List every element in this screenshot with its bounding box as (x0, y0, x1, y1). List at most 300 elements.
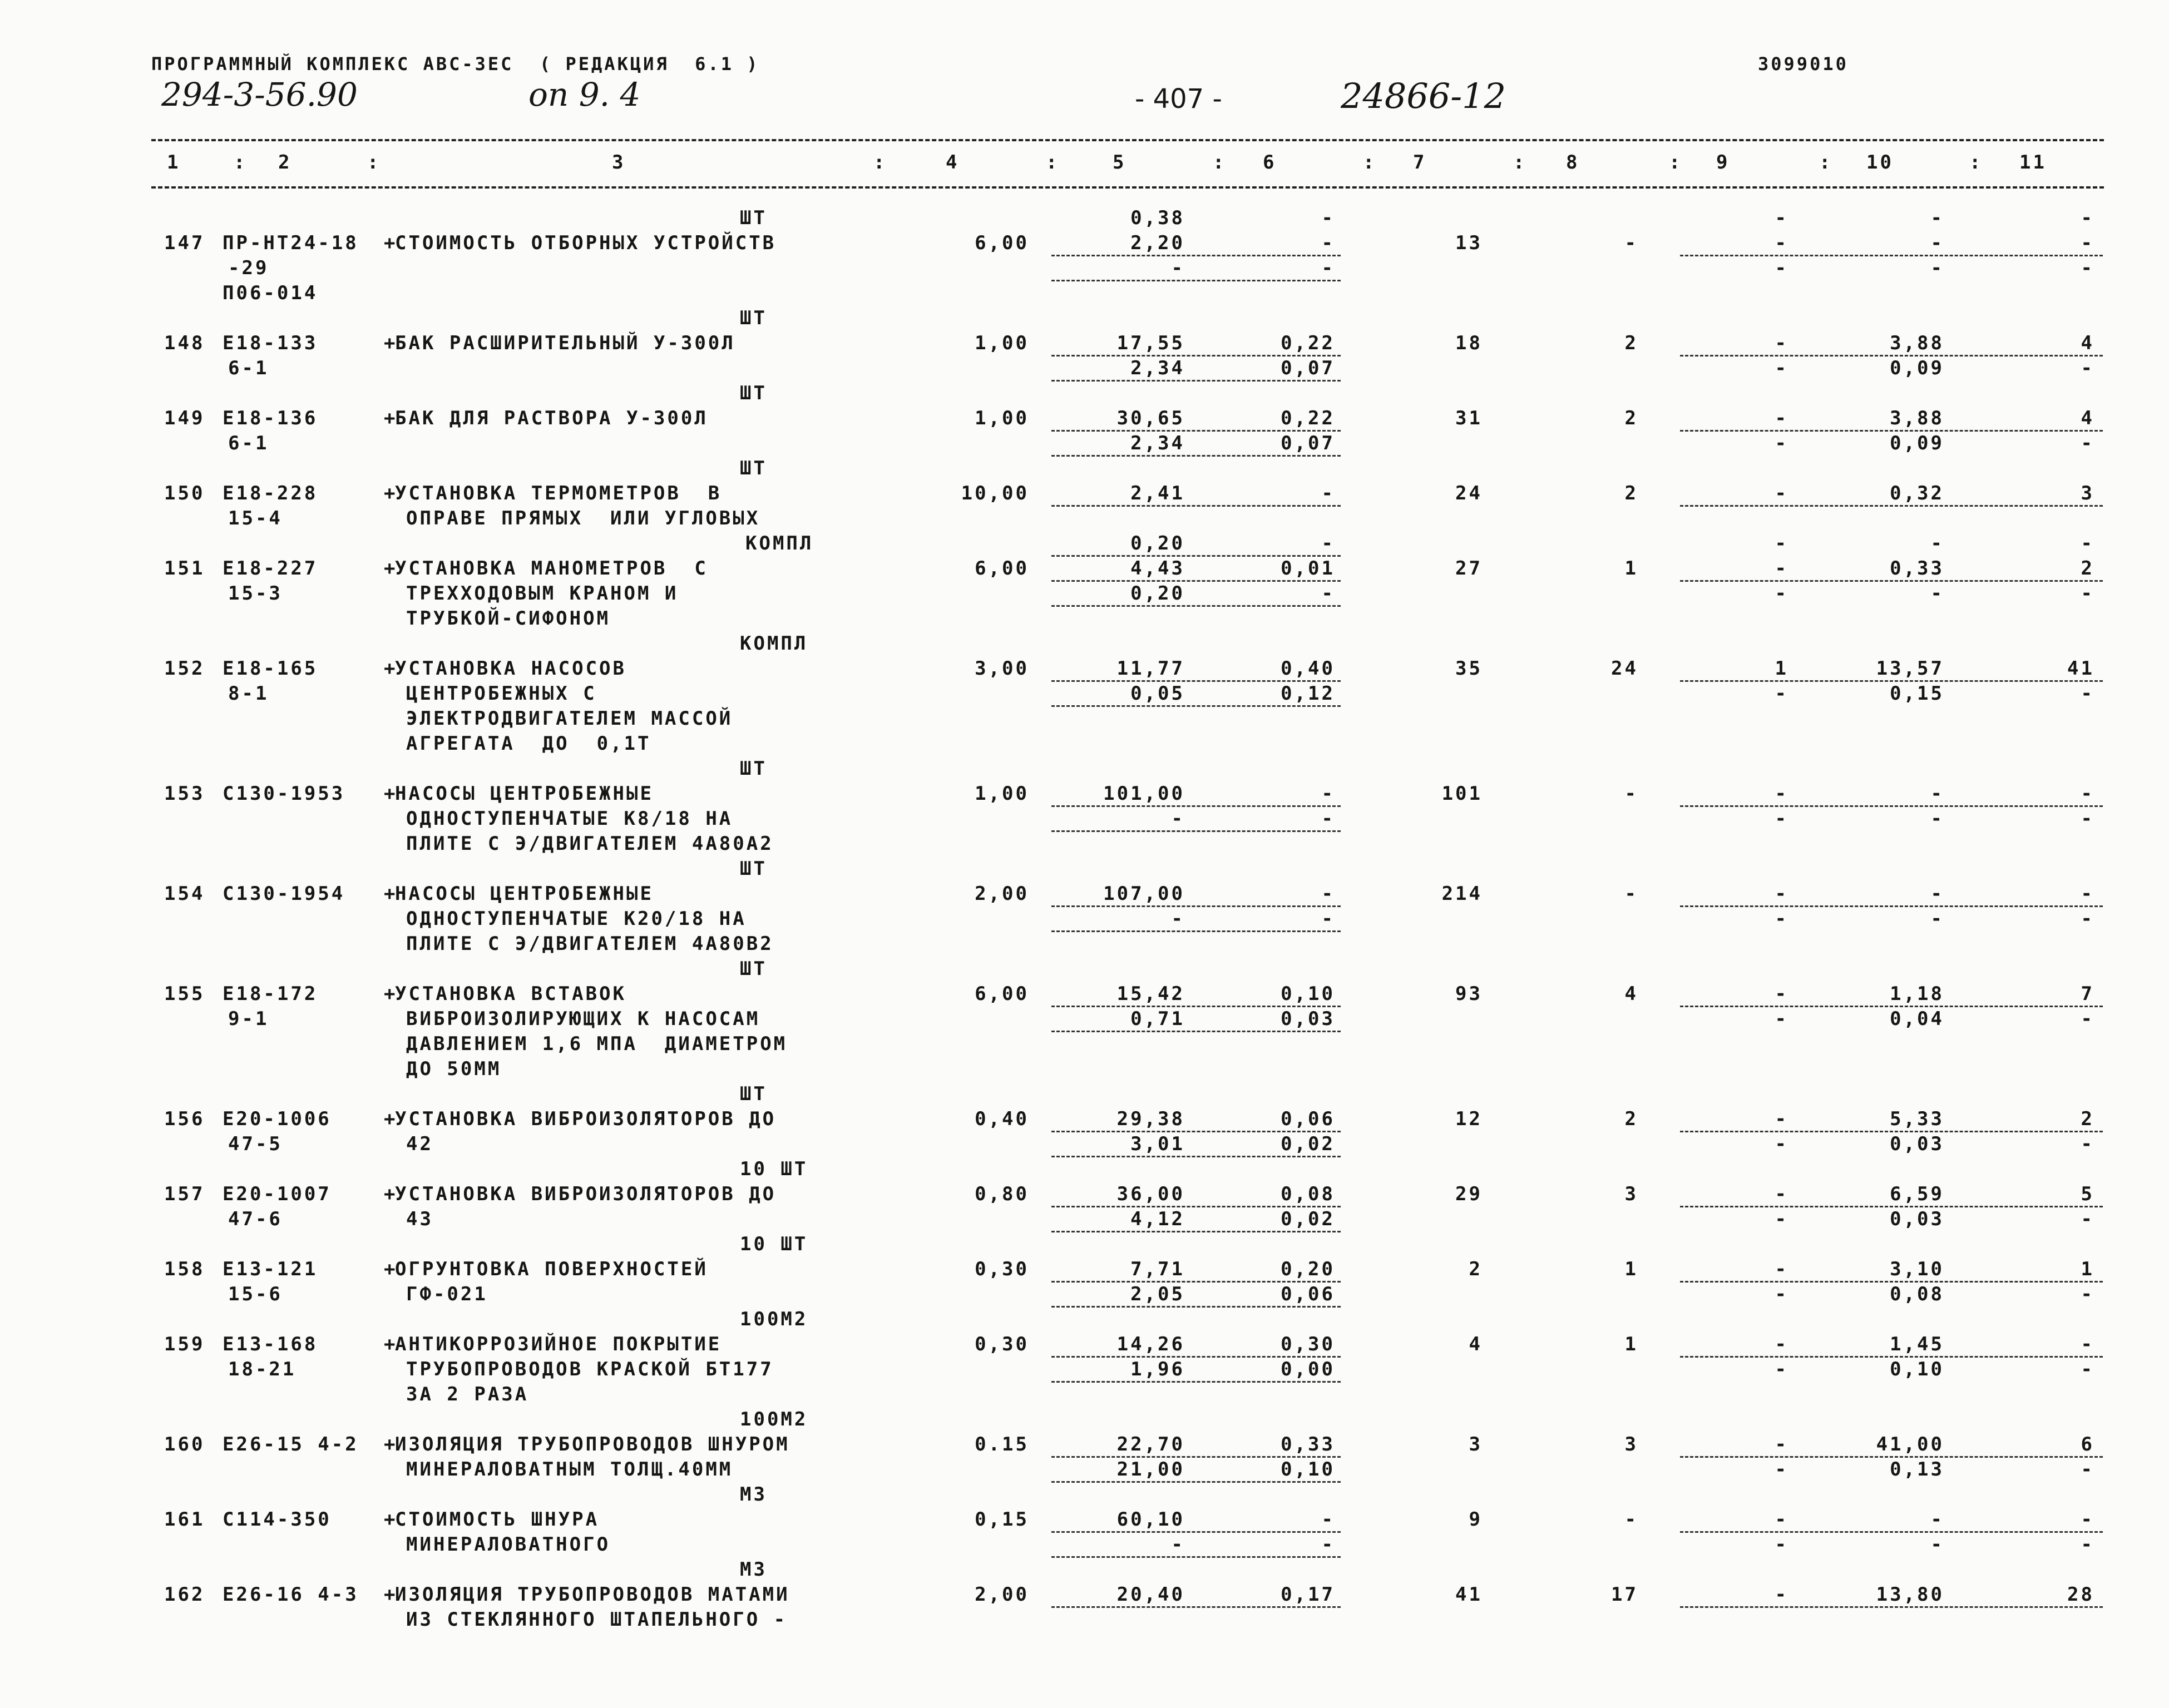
value-bottom-col6: 0,03 (1281, 1008, 1335, 1030)
row-code-cont: 15-4 (228, 507, 283, 529)
unit-label: КОМПЛ (740, 632, 808, 655)
value-bottom-col11: - (2081, 357, 2094, 379)
value-col11: 5 (2081, 1183, 2094, 1205)
value-bottom-col9: - (1775, 682, 1788, 705)
bullet-mark: + (384, 1433, 398, 1455)
value-col8: 2 (1624, 407, 1638, 429)
row-description: АНТИКОРРОЗИЙНОЕ ПОКРЫТИЕ (395, 1333, 722, 1355)
row-code: Е18-136 (223, 407, 318, 429)
value-col11: 2 (2081, 1108, 2094, 1130)
value-col5: 2,41 (1130, 482, 1185, 504)
value-col10: 3,88 (1890, 407, 1944, 429)
value-col11: - (2081, 232, 2094, 254)
value-col6: 0,22 (1281, 332, 1335, 354)
row-description: ИЗОЛЯЦИЯ ТРУБОПРОВОДОВ ШНУРОМ (395, 1433, 790, 1455)
value-bottom-col10: 0,13 (1890, 1458, 1944, 1481)
value-col4: 0,40 (975, 1108, 1029, 1130)
row-number: 162 (164, 1583, 205, 1606)
row-code-cont: 47-6 (228, 1208, 283, 1230)
value-col11: - (2081, 1508, 2094, 1531)
value-col7: 214 (1441, 883, 1483, 905)
value-top-col11: - (2081, 207, 2094, 229)
value-col5: 30,65 (1116, 407, 1185, 429)
value-col10: 13,80 (1876, 1583, 1944, 1606)
row-divider (1051, 555, 1341, 557)
row-code: Е18-133 (223, 332, 318, 354)
value-col7: 93 (1455, 983, 1483, 1005)
value-bottom-col10: - (1930, 808, 1944, 830)
unit-label: ШТ (740, 858, 767, 880)
row-number: 158 (164, 1258, 205, 1280)
value-col10: - (1930, 783, 1944, 805)
value-col8: 2 (1624, 332, 1638, 354)
value-col6: 0,20 (1281, 1258, 1335, 1280)
value-bottom-col6: - (1321, 808, 1335, 830)
value-col7: 18 (1455, 332, 1483, 354)
value-col9: - (1775, 1508, 1788, 1531)
row-number: 156 (164, 1108, 205, 1130)
value-col11: 1 (2081, 1258, 2094, 1280)
value-bottom-col9: - (1775, 357, 1788, 379)
program-header: ПРОГРАММНЫЙ КОМПЛЕКС АВС-ЗЕС ( РЕДАКЦИЯ 6.1 ) (151, 53, 760, 75)
row-divider (1680, 1281, 2103, 1283)
row-description: БАК ДЛЯ РАСТВОРА У-300Л (395, 407, 708, 429)
value-col6: 0,10 (1281, 983, 1335, 1005)
value-bottom-col9: - (1775, 1208, 1788, 1230)
value-bottom-col9: - (1775, 908, 1788, 930)
row-description: УСТАНОВКА МАНОМЕТРОВ С (395, 557, 708, 580)
value-bottom-col9: - (1775, 257, 1788, 279)
row-divider (1680, 580, 2103, 582)
value-col11: 2 (2081, 557, 2094, 580)
value-top-col5: 0,38 (1130, 207, 1185, 229)
value-col9: - (1775, 1108, 1788, 1130)
value-col5: 14,26 (1116, 1333, 1185, 1355)
column-separator: : (1213, 151, 1224, 174)
value-top-col9: - (1775, 207, 1788, 229)
value-col5: 20,40 (1116, 1583, 1185, 1606)
value-bottom-col11: - (2081, 908, 2094, 930)
row-code-cont: 18-21 (228, 1358, 297, 1380)
value-col8: - (1624, 1508, 1638, 1531)
row-divider (1051, 505, 1341, 507)
value-bottom-col11: - (2081, 432, 2094, 454)
value-bottom-col9: - (1775, 808, 1788, 830)
row-divider (1051, 355, 1341, 357)
value-bottom-col5: - (1171, 908, 1185, 930)
value-col7: 9 (1469, 1508, 1483, 1531)
value-col8: 1 (1624, 1258, 1638, 1280)
value-bottom-col11: - (2081, 1133, 2094, 1155)
page-number: - 407 - (1135, 83, 1222, 115)
value-bottom-col9: - (1775, 1458, 1788, 1481)
row-divider (1680, 1206, 2103, 1207)
row-description-cont: ПЛИТЕ С Э/ДВИГАТЕЛЕМ 4А80А2 (406, 833, 774, 855)
value-bottom-col5: 3,01 (1130, 1133, 1185, 1155)
row-code: С114-350 (223, 1508, 332, 1531)
value-top-col10: - (1930, 207, 1944, 229)
row-divider (1051, 1131, 1341, 1132)
row-description-cont: ЗА 2 РАЗА (406, 1383, 529, 1405)
row-code-cont: 8-1 (228, 682, 269, 705)
value-bottom-col11: - (2081, 532, 2094, 555)
value-col4: 0.15 (975, 1433, 1029, 1455)
row-description-cont: ДАВЛЕНИЕМ 1,6 МПА ДИАМЕТРОМ (406, 1033, 788, 1055)
value-bottom-col5: 0,71 (1130, 1008, 1185, 1030)
value-col11: 41 (2067, 657, 2094, 680)
value-col9: - (1775, 983, 1788, 1005)
row-code-cont: 15-3 (228, 582, 283, 605)
value-bottom-col9: - (1775, 432, 1788, 454)
value-bottom-col6: 0,10 (1281, 1458, 1335, 1481)
row-number: 151 (164, 557, 205, 580)
row-description: БАК РАСШИРИТЕЛЬНЫЙ У-300Л (395, 332, 735, 354)
value-bottom-col6: 0,02 (1281, 1133, 1335, 1155)
row-code: Е18-227 (223, 557, 318, 580)
value-col7: 31 (1455, 407, 1483, 429)
row-code-cont: 9-1 (228, 1008, 269, 1030)
value-col8: - (1624, 883, 1638, 905)
row-description-cont: 43 (406, 1208, 433, 1230)
row-divider (1051, 1381, 1341, 1383)
value-col5: 29,38 (1116, 1108, 1185, 1130)
value-bottom-col10: - (1930, 908, 1944, 930)
value-bottom-col11: - (2081, 1008, 2094, 1030)
row-code-cont: П06-014 (223, 282, 318, 304)
value-col6: - (1321, 1508, 1335, 1531)
row-description-cont: ИЗ СТЕКЛЯННОГО ШТАПЕЛЬНОГО - (406, 1608, 788, 1631)
row-description-cont: ГФ-021 (406, 1283, 488, 1305)
value-col7: 3 (1469, 1433, 1483, 1455)
value-col6: - (1321, 783, 1335, 805)
row-description-cont: ТРЕХХОДОВЫМ КРАНОМ И (406, 582, 679, 605)
value-bottom-col10: 0,09 (1890, 432, 1944, 454)
unit-label: ШТ (740, 1083, 767, 1105)
bullet-mark: + (384, 557, 398, 580)
value-bottom-col5: 0,20 (1130, 532, 1185, 555)
column-separator: : (873, 151, 885, 174)
value-col4: 6,00 (975, 557, 1029, 580)
column-separator: : (1046, 151, 1058, 174)
row-code-cont: -29 (228, 257, 269, 279)
bullet-mark: + (384, 482, 398, 504)
column-header-2: 2 (278, 151, 292, 174)
row-divider (1051, 1481, 1341, 1483)
value-col9: - (1775, 1583, 1788, 1606)
value-col8: - (1624, 232, 1638, 254)
value-col6: 0,30 (1281, 1333, 1335, 1355)
row-description-cont: ЭЛЕКТРОДВИГАТЕЛЕМ МАССОЙ (406, 707, 733, 730)
row-number: 150 (164, 482, 205, 504)
row-divider (1051, 1006, 1341, 1007)
column-header-5: 5 (1113, 151, 1127, 174)
row-divider (1680, 430, 2103, 432)
value-bottom-col6: - (1321, 257, 1335, 279)
row-divider (1680, 1356, 2103, 1358)
value-bottom-col5: 0,05 (1130, 682, 1185, 705)
row-code: Е26-15 4-2 (223, 1433, 359, 1455)
column-header-3: 3 (612, 151, 626, 174)
row-number: 148 (164, 332, 205, 354)
value-col5: 15,42 (1116, 983, 1185, 1005)
row-description: ИЗОЛЯЦИЯ ТРУБОПРОВОДОВ МАТАМИ (395, 1583, 790, 1606)
value-bottom-col6: - (1321, 1533, 1335, 1556)
value-col4: 2,00 (975, 1583, 1029, 1606)
row-description-cont: ОДНОСТУПЕНЧАТЫЕ К20/18 НА (406, 908, 747, 930)
column-separator: : (1513, 151, 1525, 174)
row-divider (1680, 255, 2103, 256)
handwritten-sheet-number: оп 9. 4 (528, 76, 641, 113)
row-description-cont: МИНЕРАЛОВАТНЫМ ТОЛЩ.40ММ (406, 1458, 733, 1481)
value-col4: 0,30 (975, 1258, 1029, 1280)
value-col11: - (2081, 883, 2094, 905)
value-col8: 1 (1624, 1333, 1638, 1355)
unit-label: ШТ (740, 382, 767, 404)
value-bottom-col6: - (1321, 582, 1335, 605)
value-bottom-col10: 0,03 (1890, 1133, 1944, 1155)
column-header-1: 1 (167, 151, 181, 174)
value-col7: 35 (1455, 657, 1483, 680)
row-description-cont: АГРЕГАТА ДО 0,1Т (406, 732, 651, 755)
value-bottom-col10: 0,10 (1890, 1358, 1944, 1380)
value-col7: 101 (1441, 783, 1483, 805)
row-code-cont: 6-1 (228, 432, 269, 454)
value-col8: 2 (1624, 482, 1638, 504)
value-col11: 7 (2081, 983, 2094, 1005)
row-description: УСТАНОВКА НАСОСОВ (395, 657, 626, 680)
column-header-6: 6 (1263, 151, 1277, 174)
table-top-rule (151, 139, 2104, 141)
value-bottom-col6: - (1321, 908, 1335, 930)
row-code: Е18-165 (223, 657, 318, 680)
value-bottom-col9: - (1775, 1533, 1788, 1556)
row-divider (1051, 1156, 1341, 1157)
row-divider (1051, 905, 1341, 907)
value-col10: 5,33 (1890, 1108, 1944, 1130)
value-bottom-col10: 0,15 (1890, 682, 1944, 705)
value-bottom-col5: - (1171, 1533, 1185, 1556)
row-number: 159 (164, 1333, 205, 1355)
row-divider (1051, 680, 1341, 682)
column-separator: : (1363, 151, 1375, 174)
value-col6: - (1321, 232, 1335, 254)
value-col9: - (1775, 1183, 1788, 1205)
value-col10: - (1930, 883, 1944, 905)
value-col11: 4 (2081, 332, 2094, 354)
row-description: НАСОСЫ ЦЕНТРОБЕЖНЫЕ (395, 783, 654, 805)
value-col5: 36,00 (1116, 1183, 1185, 1205)
row-description-cont: ОДНОСТУПЕНЧАТЫЕ К8/18 НА (406, 808, 733, 830)
value-col8: 2 (1624, 1108, 1638, 1130)
value-col9: - (1775, 407, 1788, 429)
row-divider (1051, 1531, 1341, 1533)
column-separator: : (367, 151, 379, 174)
value-col10: 3,10 (1890, 1258, 1944, 1280)
value-col5: 2,20 (1130, 232, 1185, 254)
value-col8: 24 (1611, 657, 1638, 680)
value-col5: 101,00 (1103, 783, 1185, 805)
row-description: СТОИМОСТЬ ОТБОРНЫХ УСТРОЙСТВ (395, 232, 777, 254)
unit-label: М3 (740, 1483, 767, 1506)
value-col10: 1,18 (1890, 983, 1944, 1005)
value-col6: 0,06 (1281, 1108, 1335, 1130)
bullet-mark: + (384, 1508, 398, 1531)
value-col7: 4 (1469, 1333, 1483, 1355)
unit-label: ШТ (740, 758, 767, 780)
value-col9: - (1775, 482, 1788, 504)
value-col4: 1,00 (975, 783, 1029, 805)
row-code: ПР-НТ24-18 (223, 232, 359, 254)
value-col7: 24 (1455, 482, 1483, 504)
row-description-cont: 42 (406, 1133, 433, 1155)
value-bottom-col11: - (2081, 682, 2094, 705)
value-bottom-col6: 0,07 (1281, 357, 1335, 379)
row-number: 160 (164, 1433, 205, 1455)
unit-label: ШТ (740, 307, 767, 329)
row-divider (1051, 705, 1341, 707)
row-code: Е18-172 (223, 983, 318, 1005)
row-code-cont: 6-1 (228, 357, 269, 379)
value-col9: - (1775, 557, 1788, 580)
value-col10: 0,32 (1890, 482, 1944, 504)
row-number: 161 (164, 1508, 205, 1531)
value-col11: 4 (2081, 407, 2094, 429)
bullet-mark: + (384, 332, 398, 354)
row-code: С130-1954 (223, 883, 345, 905)
value-bottom-col5: - (1171, 808, 1185, 830)
value-bottom-col10: - (1930, 1533, 1944, 1556)
row-description-cont: ДО 50ММ (406, 1058, 502, 1080)
unit-label: 10 ШТ (740, 1158, 808, 1180)
value-bottom-col11: - (2081, 1458, 2094, 1481)
value-bottom-col6: 0,00 (1281, 1358, 1335, 1380)
column-header-8: 8 (1566, 151, 1580, 174)
unit-label: ШТ (740, 958, 767, 980)
row-number: 147 (164, 232, 205, 254)
bullet-mark: + (384, 1108, 398, 1130)
row-description-cont: ОПРАВЕ ПРЯМЫХ ИЛИ УГЛОВЫХ (406, 507, 760, 529)
value-col4: 6,00 (975, 232, 1029, 254)
row-description-cont: ТРУБОПРОВОДОВ КРАСКОЙ БТ177 (406, 1358, 774, 1380)
value-bottom-col10: 0,04 (1890, 1008, 1944, 1030)
unit-label: 100М2 (740, 1308, 808, 1330)
table-header-rule (151, 186, 2104, 189)
value-bottom-col11: - (2081, 1283, 2094, 1305)
row-divider (1051, 1456, 1341, 1458)
unit-label: ШТ (740, 207, 767, 229)
value-col6: 0,17 (1281, 1583, 1335, 1606)
row-code: Е26-16 4-3 (223, 1583, 359, 1606)
column-separator: : (1669, 151, 1681, 174)
value-col10: 1,45 (1890, 1333, 1944, 1355)
row-description-cont: ТРУБКОЙ-СИФОНОМ (406, 607, 611, 630)
value-col10: 6,59 (1890, 1183, 1944, 1205)
value-col9: 1 (1775, 657, 1788, 680)
value-col6: - (1321, 883, 1335, 905)
row-divider (1680, 1456, 2103, 1458)
row-number: 152 (164, 657, 205, 680)
row-description: УСТАНОВКА ВИБРОИЗОЛЯТОРОВ ДО (395, 1108, 777, 1130)
row-divider (1051, 255, 1341, 256)
value-col5: 11,77 (1116, 657, 1185, 680)
row-description: УСТАНОВКА ТЕРМОМЕТРОВ В (395, 482, 722, 504)
value-col8: 17 (1611, 1583, 1638, 1606)
column-header-9: 9 (1716, 151, 1730, 174)
value-bottom-col10: - (1930, 582, 1944, 605)
value-col7: 12 (1455, 1108, 1483, 1130)
value-col8: 3 (1624, 1183, 1638, 1205)
value-col6: 0,22 (1281, 407, 1335, 429)
row-divider (1051, 1281, 1341, 1283)
value-bottom-col11: - (2081, 257, 2094, 279)
value-col4: 6,00 (975, 983, 1029, 1005)
row-divider (1051, 1306, 1341, 1308)
column-header-4: 4 (946, 151, 960, 174)
value-bottom-col10: - (1930, 532, 1944, 555)
value-col7: 27 (1455, 557, 1483, 580)
value-bottom-col6: - (1321, 532, 1335, 555)
value-col9: - (1775, 1333, 1788, 1355)
row-description-cont: ЦЕНТРОБЕЖНЫХ С (406, 682, 597, 705)
value-col7: 41 (1455, 1583, 1483, 1606)
value-col11: 6 (2081, 1433, 2094, 1455)
row-divider (1051, 930, 1341, 932)
value-bottom-col5: 2,34 (1130, 432, 1185, 454)
value-col5: 7,71 (1130, 1258, 1185, 1280)
value-col9: - (1775, 1433, 1788, 1455)
value-col7: 2 (1469, 1258, 1483, 1280)
row-divider (1680, 905, 2103, 907)
row-divider (1051, 1231, 1341, 1232)
unit-label: КОМПЛ (745, 532, 814, 555)
row-divider (1051, 380, 1341, 382)
row-divider (1051, 1356, 1341, 1358)
value-bottom-col10: 0,03 (1890, 1208, 1944, 1230)
row-number: 155 (164, 983, 205, 1005)
row-divider (1051, 805, 1341, 807)
value-col10: 0,33 (1890, 557, 1944, 580)
value-col4: 0,30 (975, 1333, 1029, 1355)
unit-label: 10 ШТ (740, 1233, 808, 1255)
value-bottom-col6: 0,06 (1281, 1283, 1335, 1305)
value-col10: - (1930, 232, 1944, 254)
row-divider (1051, 1206, 1341, 1207)
bullet-mark: + (384, 407, 398, 429)
value-bottom-col6: 0,07 (1281, 432, 1335, 454)
value-col9: - (1775, 783, 1788, 805)
row-code: Е20-1007 (223, 1183, 332, 1205)
value-col11: 28 (2067, 1583, 2094, 1606)
value-col4: 10,00 (961, 482, 1029, 504)
value-bottom-col9: - (1775, 1133, 1788, 1155)
value-bottom-col5: 4,12 (1130, 1208, 1185, 1230)
value-col5: 107,00 (1103, 883, 1185, 905)
column-separator: : (234, 151, 245, 174)
value-bottom-col5: - (1171, 257, 1185, 279)
handwritten-document-number: 24866-12 (1341, 76, 1506, 116)
unit-label: 100М2 (740, 1408, 808, 1430)
value-bottom-col9: - (1775, 532, 1788, 555)
bullet-mark: + (384, 1258, 398, 1280)
bullet-mark: + (384, 657, 398, 680)
value-col5: 22,70 (1116, 1433, 1185, 1455)
bullet-mark: + (384, 783, 398, 805)
bullet-mark: + (384, 883, 398, 905)
row-number: 157 (164, 1183, 205, 1205)
value-bottom-col5: 0,20 (1130, 582, 1185, 605)
value-col10: 41,00 (1876, 1433, 1944, 1455)
row-divider (1051, 1556, 1341, 1558)
